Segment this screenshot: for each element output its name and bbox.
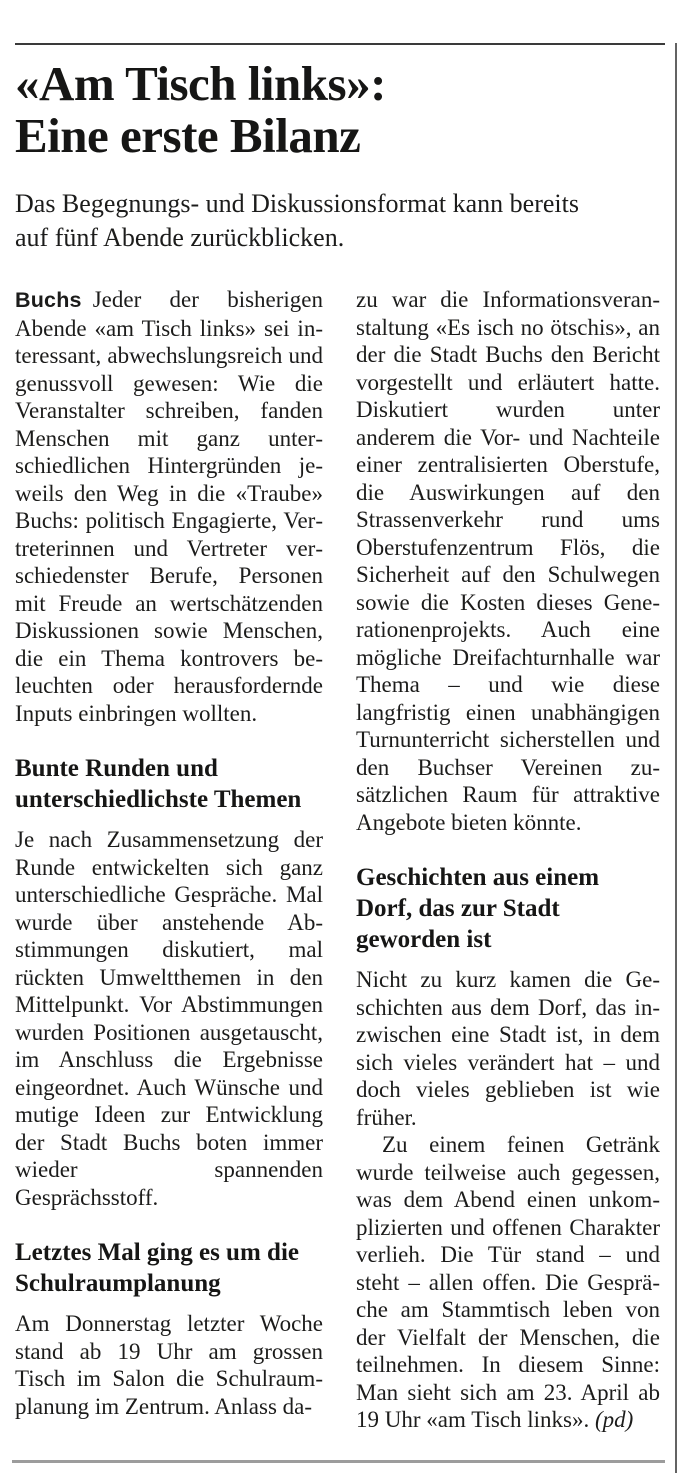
top-rule (15, 43, 665, 45)
body-paragraph (15, 286, 323, 727)
headline-line-1: «Am Tisch links»: (15, 56, 386, 111)
location-lead-in: Buchs (15, 288, 82, 312)
column-right (356, 286, 660, 1434)
section-heading: Letztes Mal ging es um die Schulraumplanung (15, 1239, 299, 1297)
body-paragraph: Am Donnerstag letzter Woche stand ab 19 Uhr am grossen Tisch im Salon die Schulraumplanung im Zentrum. Anlass da- (15, 1311, 323, 1419)
article-headline (15, 58, 665, 162)
paragraph-text: Jeder der bisherigen Abende «am Tisch links» sei interessant, abwechslungsreich und genussvoll gewesen: Wie die Veranstalter schreiben, fanden Menschen mit ganz unterschiedlichen Hintergründen jeweils den Weg in die «Traube» Buchs: politisch Engagierte, Vertreterinnen und Vertreter verschiedenster Berufe, Personen mit Freude an wertschätzenden Diskussionen sowie Menschen, die ein Thema kontrovers beleuchten oder herausfordernde Inputs einbringen wollten. (15, 287, 323, 726)
section-heading: Geschichten aus einem Dorf, das zur Stadt geworden ist (356, 864, 600, 953)
section-heading: Bunte Runden und unterschiedlichste Themen (15, 755, 302, 813)
paragraph-text: Zu einem feinen Getränk wurde teilweise auch gegessen, was dem Abend einen unkomplizierten und offenen Charakter verlieh. Die Tür stand – und steht – allen offen. Die Gespräche am Stammtisch leben von der Vielfalt der Menschen, die teilnehmen. In diesem Sinne: Man sieht sich am 23. April ab 19 Uhr «am Tisch links». (356, 1132, 660, 1432)
body-paragraph: Je nach Zusammensetzung der Runde entwickelten sich ganz unterschiedliche Gespräche. Mal wurde über anstehende Abstimmungen diskutiert, mal rückten Umweltthemen in den Mittelpunkt. Vor Abstimmungen wurden Positionen ausgetauscht, im Anschluss die Ergebnisse eingeordnet. Auch Wünsche und mutige Ideen zur Entwicklung der Stadt Buchs boten immer wieder spannenden Gesprächsstoff. (15, 827, 323, 1210)
author-signature: (pd) (594, 1407, 634, 1432)
bottom-rule (12, 1460, 665, 1463)
article-columns (15, 286, 665, 1434)
body-paragraph: zu war die Informationsveranstaltung «Es isch no ötschis», an der die Stadt Buchs den Bericht vorgestellt und erläutert hatte. Diskutiert wurden unter anderem die Vor- und Nachteile einer zentralisierten Oberstufe, die Auswirkungen auf den Strassenverkehr rund ums Oberstufenzentrum Flös, die Sicherheit auf den Schulwegen sowie die Kosten dieses Generationenprojekts. Auch eine mögliche Dreifachturnhalle war Thema – und wie diese langfristig einen unabhängigen Turnunterricht sicherstellen und den Buchser Vereinen zusätzlichen Raum für attraktive Angebote bieten könnte. (356, 287, 660, 835)
body-paragraph: Nicht zu kurz kamen die Geschichten aus dem Dorf, das inzwischen eine Stadt ist, in dem sich vieles verändert hat – und doch vieles geblieben ist wie früher. (356, 967, 660, 1130)
article-content (15, 58, 665, 1434)
column-left (15, 286, 323, 1434)
article-subtitle: Das Begegnungs- und Diskussionsformat kann bereits auf fünf Abende zurückblicken. (15, 189, 579, 252)
headline-line-2: Eine erste Bilanz (15, 108, 361, 163)
right-column-rule (675, 43, 677, 1473)
body-paragraph (356, 1131, 660, 1434)
